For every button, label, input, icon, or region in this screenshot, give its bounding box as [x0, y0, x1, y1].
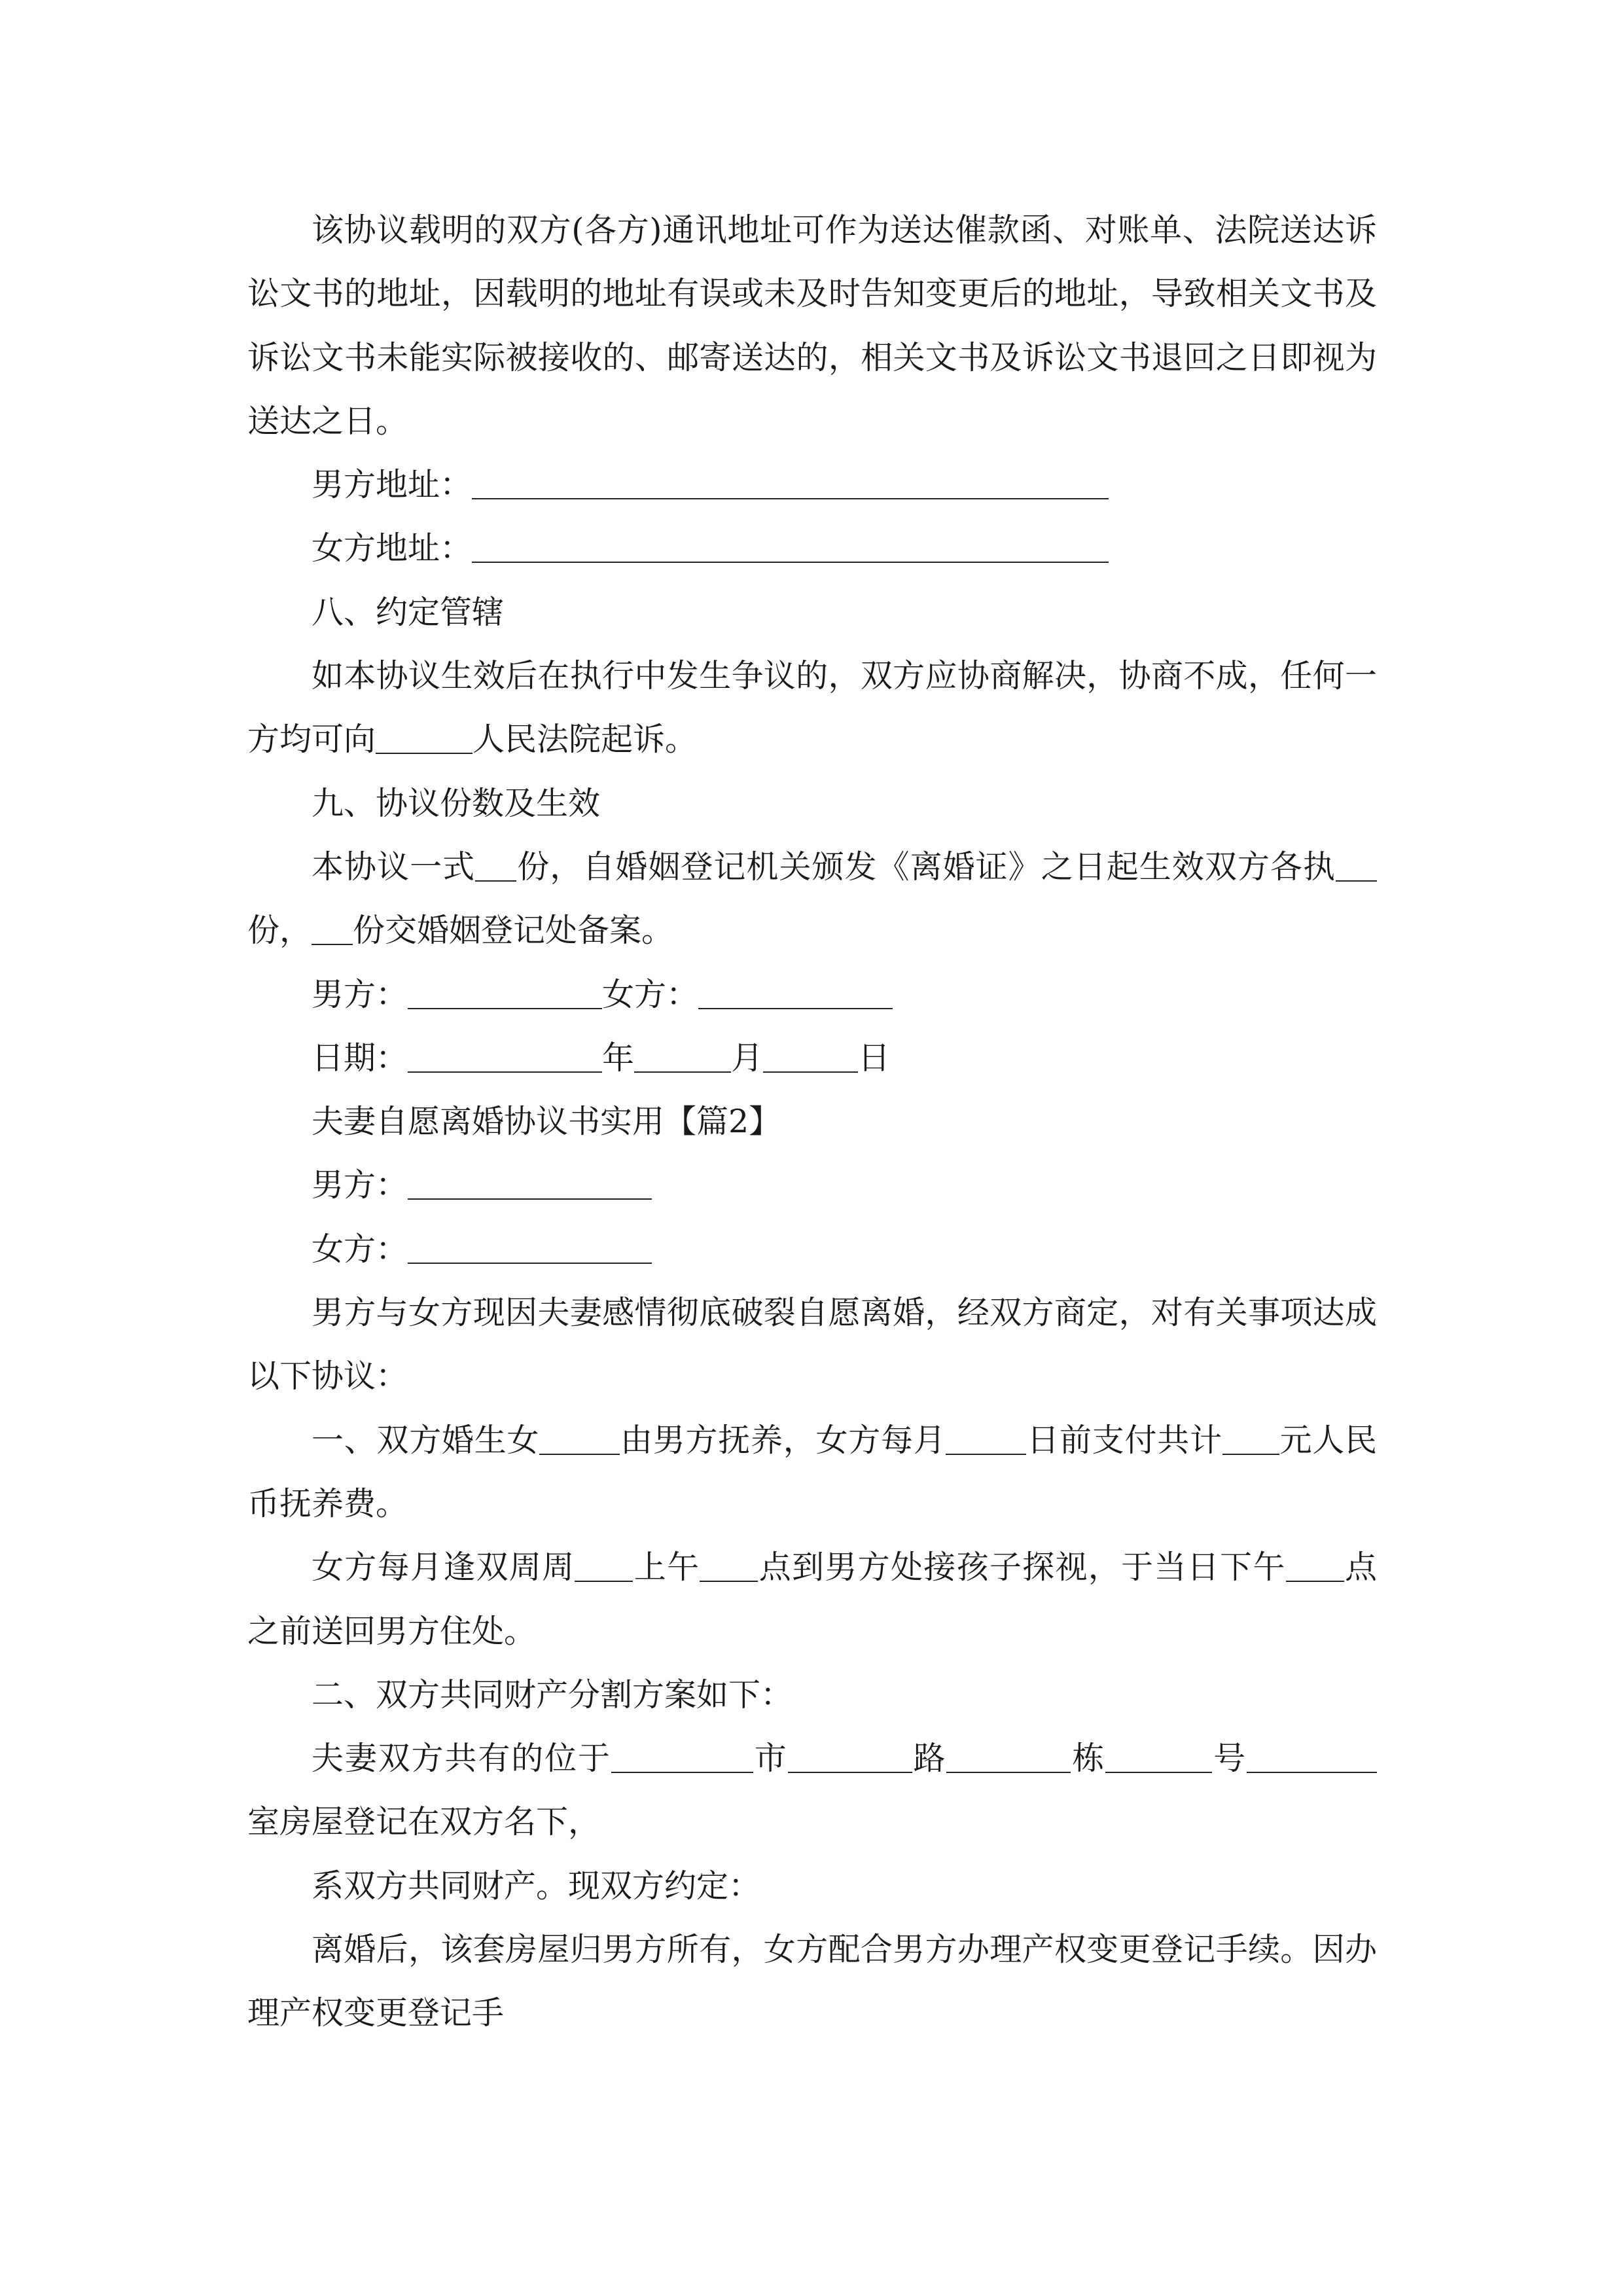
paragraph-line: 系双方共同财产。现双方约定：: [312, 1867, 761, 1905]
pay-day-blank: [946, 1453, 1026, 1455]
court-blank: [376, 752, 473, 754]
text: 点到男方处接孩子探视，于当日下午: [758, 1549, 1286, 1587]
text: 号: [1212, 1740, 1247, 1778]
copies-blank: [475, 880, 516, 882]
text: 路: [912, 1740, 947, 1778]
return-hour-blank: [1286, 1580, 1344, 1582]
female-blank: [408, 1262, 652, 1264]
text: 月: [731, 1039, 764, 1077]
paragraph-line: [247, 1727, 1377, 1790]
paragraph-line: 送达之日。: [247, 402, 408, 440]
male-field: [247, 1153, 1377, 1217]
copies-each-blank: [1336, 880, 1377, 882]
city-blank: [788, 1771, 912, 1773]
day-blank: [763, 1071, 858, 1073]
female-address-label: 女方地址：: [312, 529, 473, 567]
female-label: 女方：: [602, 975, 699, 1013]
paragraph-line: 币抚养费。: [247, 1484, 408, 1522]
male-address-label: 男方地址：: [312, 466, 473, 504]
text: 年: [602, 1039, 635, 1077]
paragraph-line: 诉讼文书未能实际被接收的、邮寄送达的，相关文书及诉讼文书退回之日即视为: [247, 338, 1377, 376]
room-blank: [1247, 1771, 1377, 1773]
child-blank: [539, 1453, 620, 1455]
text: 日前支付共计: [1026, 1421, 1222, 1459]
text: 由男方抚养，女方每月: [620, 1421, 946, 1459]
text: 人民法院起诉。: [473, 721, 698, 759]
paragraph-line: 之前送回男方住处。: [247, 1612, 537, 1650]
location-blank: [611, 1771, 753, 1773]
paragraph-line: 离婚后，该套房屋归男方所有，女方配合男方办理产权变更登记手续。因办: [312, 1931, 1377, 1969]
date-line: [247, 1026, 1377, 1090]
text: 点: [1344, 1549, 1377, 1587]
female-address-field: [247, 516, 1377, 580]
male-address-blank: [472, 497, 1109, 499]
paragraph-line: 男方与女方现因夫妻感情彻底破裂自愿离婚，经双方商定，对有关事项达成: [312, 1294, 1377, 1332]
pickup-hour-blank: [700, 1580, 758, 1582]
paragraph-line: [247, 899, 1377, 962]
document-page: [247, 198, 1377, 2045]
male-signature-blank: [408, 1007, 602, 1009]
text: 份，: [247, 912, 312, 950]
clause-heading: 二、双方共同财产分割方案如下：: [312, 1676, 793, 1713]
road-blank: [946, 1771, 1071, 1773]
female-field: [247, 1217, 1377, 1281]
paragraph-line: 该协议载明的双方(各方)通讯地址可作为送达催款函、对账单、法院送达诉: [312, 211, 1377, 249]
text: 元人民: [1279, 1421, 1377, 1459]
section-heading: 九、协议份数及生效: [312, 784, 601, 822]
text: 栋: [1071, 1740, 1106, 1778]
month-blank: [634, 1071, 731, 1073]
text: 份交婚姻登记处备案。: [353, 912, 674, 950]
year-blank: [408, 1071, 602, 1073]
part-title: 夫妻自愿离婚协议书实用【篇2】: [312, 1103, 781, 1141]
female-address-blank: [472, 561, 1109, 563]
male-label: 男方：: [312, 975, 408, 1013]
text: 上午: [633, 1549, 700, 1587]
female-label: 女方：: [312, 1230, 408, 1268]
signature-line: [247, 963, 1377, 1026]
text: 一、双方婚生女: [312, 1421, 540, 1459]
section-heading: 八、约定管辖: [312, 593, 505, 631]
text: 夫妻双方共有的位于: [312, 1740, 611, 1778]
amount-blank: [1222, 1453, 1279, 1455]
paragraph-line: [247, 1408, 1377, 1472]
text: 日: [858, 1039, 891, 1077]
paragraph-line: 室房屋登记在双方名下，: [247, 1803, 601, 1841]
building-blank: [1105, 1771, 1212, 1773]
paragraph-line: 如本协议生效后在执行中发生争议的，双方应协商解决，协商不成，任何一: [312, 657, 1377, 695]
female-signature-blank: [698, 1007, 893, 1009]
paragraph-line: 理产权变更登记手: [247, 1994, 505, 2032]
copies-filed-blank: [312, 943, 353, 945]
male-blank: [408, 1198, 652, 1200]
weekday-blank: [575, 1580, 633, 1582]
paragraph-line: [247, 708, 1377, 771]
male-label: 男方：: [312, 1166, 408, 1204]
text: 方均可向: [247, 721, 376, 759]
text: 市: [753, 1740, 788, 1778]
paragraph-line: 以下协议：: [247, 1357, 408, 1395]
text: 份，自婚姻登记机关颁发《离婚证》之日起生效双方各执: [516, 848, 1336, 886]
date-label: 日期：: [312, 1039, 408, 1077]
text: 本协议一式: [312, 848, 476, 886]
male-address-field: [247, 453, 1377, 516]
paragraph-line: [247, 1535, 1377, 1599]
text: 女方每月逢双周周: [312, 1549, 575, 1587]
paragraph-line: 讼文书的地址，因载明的地址有误或未及时告知变更后的地址，导致相关文书及: [247, 275, 1377, 313]
paragraph-line: [247, 835, 1377, 899]
